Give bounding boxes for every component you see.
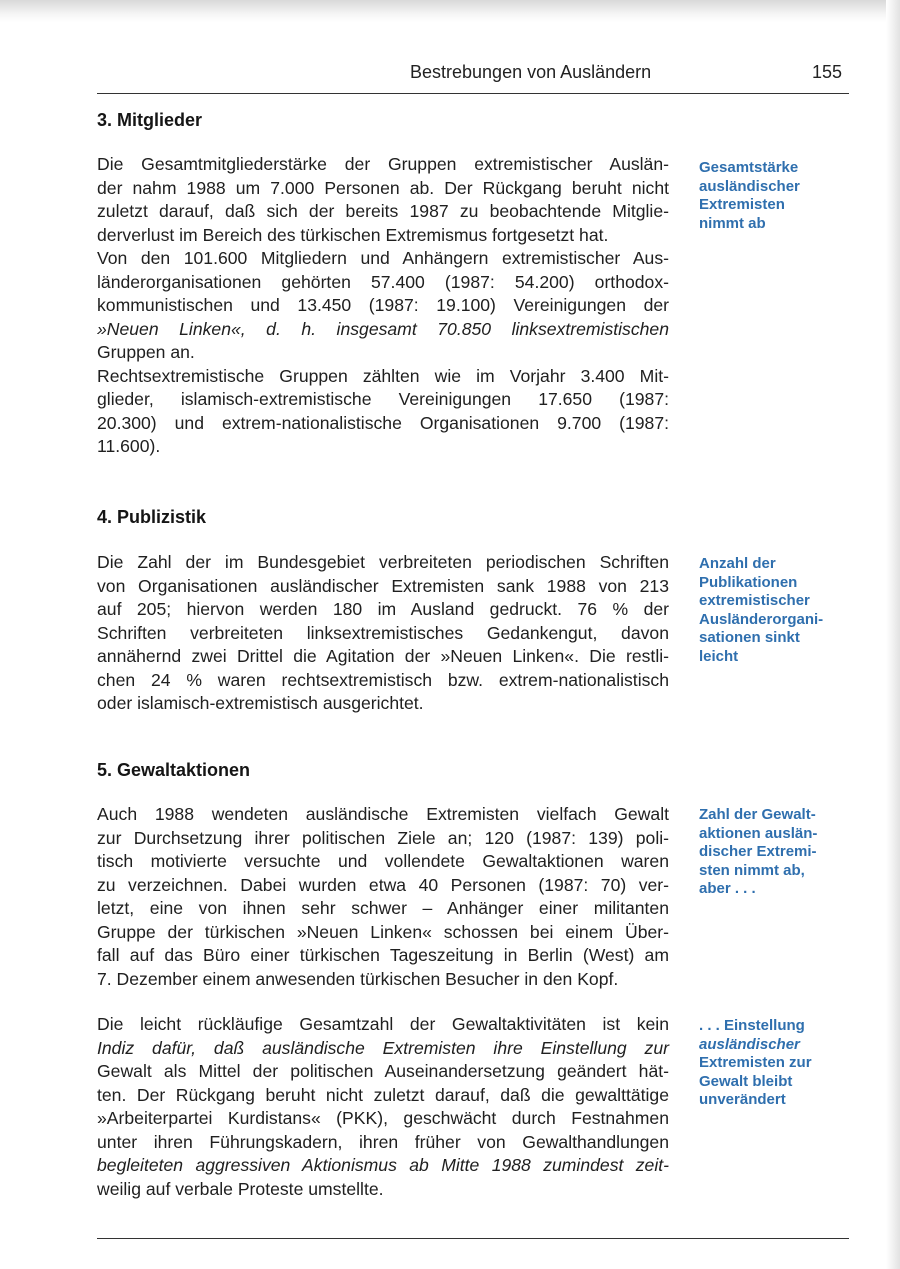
margin-note-line: ausländischer — [699, 1035, 800, 1053]
margin-note-line: extremistischer — [699, 592, 810, 610]
text-line: Die Gesamtmitgliederstärke der Gruppen extremistischer Auslän- — [97, 154, 669, 174]
text-line: oder islamisch-extremistisch ausgerichtet. — [97, 693, 424, 713]
margin-note-line: aber . . . — [699, 880, 756, 898]
margin-note-einstellung — [699, 1017, 849, 1110]
text-line: länderorganisationen gehörten 57.400 (1987: 54.200) orthodox- — [97, 271, 669, 292]
text-line: Gruppe der türkischen »Neuen Linken« schossen bei einem Über- — [97, 921, 669, 942]
text-line: chen 24 % waren rechtsextremistisch bzw. extrem-nationalistisch — [97, 669, 669, 690]
text-line: glieder, islamisch-extremistische Vereinigungen 17.650 (1987: — [97, 389, 669, 409]
paragraph-gewaltaktionen-2 — [97, 1013, 669, 1201]
text-line: Indiz dafür, daß ausländische Extremisten ihre Einstellung zur — [97, 1037, 669, 1058]
paragraph-mitglieder — [97, 153, 669, 459]
text-line: derverlust im Bereich des türkischen Extremismus fortgesetzt hat. — [97, 224, 609, 245]
text-line: Auch 1988 wendeten ausländische Extremisten vielfach Gewalt — [97, 804, 669, 824]
text-line: der nahm 1988 um 7.000 Personen ab. Der Rückgang beruht nicht — [97, 177, 669, 198]
margin-note-publizistik — [699, 555, 849, 667]
text-line: Die Zahl der im Bundesgebiet verbreiteten periodischen Schriften — [97, 552, 669, 572]
text-line: annähernd zwei Drittel die Agitation der »Neuen Linken«. Die restli- — [97, 646, 669, 666]
page-number: 155 — [812, 62, 843, 82]
margin-note-line: Zahl der Gewalt- — [699, 806, 816, 823]
text-line: auf 205; hiervon werden 180 im Ausland gedruckt. 76 % der — [97, 599, 669, 619]
margin-note-line: nimmt ab — [699, 214, 766, 232]
text-line: 11.600). — [97, 436, 161, 456]
margin-note-line: Gesamtstärke — [699, 159, 799, 176]
margin-note-line: Anzahl der — [699, 555, 776, 572]
margin-note-line: aktionen auslän- — [699, 824, 818, 842]
section-heading-mitglieder: 3. Mitglieder — [97, 110, 203, 130]
margin-note-line: . . . Einstellung — [699, 1017, 805, 1034]
text-line: unter ihren Führungskadern, ihren früher von Gewalthandlungen — [97, 1131, 669, 1152]
text-line: zur Durchsetzung ihrer politischen Ziele an; 120 (1987: 139) poli- — [97, 827, 669, 848]
text-line: tisch motivierte versuchte und vollendete Gewaltaktionen waren — [97, 851, 669, 871]
text-line: zuletzt darauf, daß sich der bereits 1987 zu beobachtende Mitglie- — [97, 201, 669, 221]
header-rule — [97, 93, 849, 94]
margin-note-mitglieder — [699, 159, 849, 233]
margin-note-line: sationen sinkt — [699, 629, 800, 647]
scan-edge-shadow-right — [886, 0, 900, 1269]
margin-note-line: Publikationen — [699, 573, 798, 591]
text-line: Von den 101.600 Mitgliedern und Anhängern extremistischer Aus- — [97, 248, 669, 268]
text-line: 20.300) und extrem-nationalistische Organisationen 9.700 (1987: — [97, 412, 669, 433]
text-line: letzt, eine von ihnen sehr schwer – Anhänger einer militanten — [97, 898, 669, 918]
text-line: zu verzeichnen. Dabei wurden etwa 40 Personen (1987: 70) ver- — [97, 874, 669, 895]
margin-note-line: discher Extremi- — [699, 843, 817, 861]
text-line: von Organisationen ausländischer Extremisten sank 1988 von 213 — [97, 575, 669, 596]
margin-note-line: Gewalt bleibt — [699, 1072, 793, 1090]
footer-rule — [97, 1238, 849, 1239]
text-line: Schriften verbreiteten linksextremistisches Gedankengut, davon — [97, 622, 669, 643]
text-line: 7. Dezember einem anwesenden türkischen Besucher in den Kopf. — [97, 968, 619, 989]
paragraph-publizistik — [97, 551, 669, 716]
margin-note-line: ausländischer — [699, 177, 800, 195]
margin-note-gewaltaktionen — [699, 806, 849, 899]
text-line: Gruppen an. — [97, 342, 195, 362]
text-line: fall auf das Büro einer türkischen Tageszeitung in Berlin (West) am — [97, 945, 669, 965]
text-line: ten. Der Rückgang beruht nicht zuletzt darauf, daß die gewalttätige — [97, 1084, 669, 1105]
text-line: Rechtsextremistische Gruppen zählten wie im Vorjahr 3.400 Mit- — [97, 365, 669, 386]
text-line: Gewalt als Mittel der politischen Auseinandersetzung geändert hät- — [97, 1061, 669, 1081]
running-title: Bestrebungen von Ausländern — [410, 62, 652, 82]
margin-note-line: sten nimmt ab, — [699, 861, 805, 879]
text-line: kommunistischen und 13.450 (1987: 19.100) Vereinigungen der — [97, 295, 669, 315]
margin-note-line: unverändert — [699, 1091, 786, 1109]
margin-note-line: Extremisten zur — [699, 1054, 812, 1072]
paragraph-gewaltaktionen-1 — [97, 803, 669, 991]
margin-note-line: Extremisten — [699, 196, 785, 214]
section-heading-gewaltaktionen: 5. Gewaltaktionen — [97, 760, 251, 780]
margin-note-line: leicht — [699, 647, 739, 665]
text-line: »Neuen Linken«, d. h. insgesamt 70.850 linksextremistischen — [97, 318, 669, 339]
text-line: begleiteten aggressiven Aktionismus ab Mitte 1988 zumindest zeit- — [97, 1155, 669, 1175]
margin-note-line: Ausländerorgani- — [699, 610, 824, 628]
text-line: Die leicht rückläufige Gesamtzahl der Gewaltaktivitäten ist kein — [97, 1014, 669, 1034]
text-line: weilig auf verbale Proteste umstellte. — [97, 1178, 384, 1199]
text-line: »Arbeiterpartei Kurdistans« (PKK), geschwächt durch Festnahmen — [97, 1108, 669, 1128]
scan-edge-shadow — [0, 0, 900, 22]
section-heading-publizistik: 4. Publizistik — [97, 507, 207, 527]
